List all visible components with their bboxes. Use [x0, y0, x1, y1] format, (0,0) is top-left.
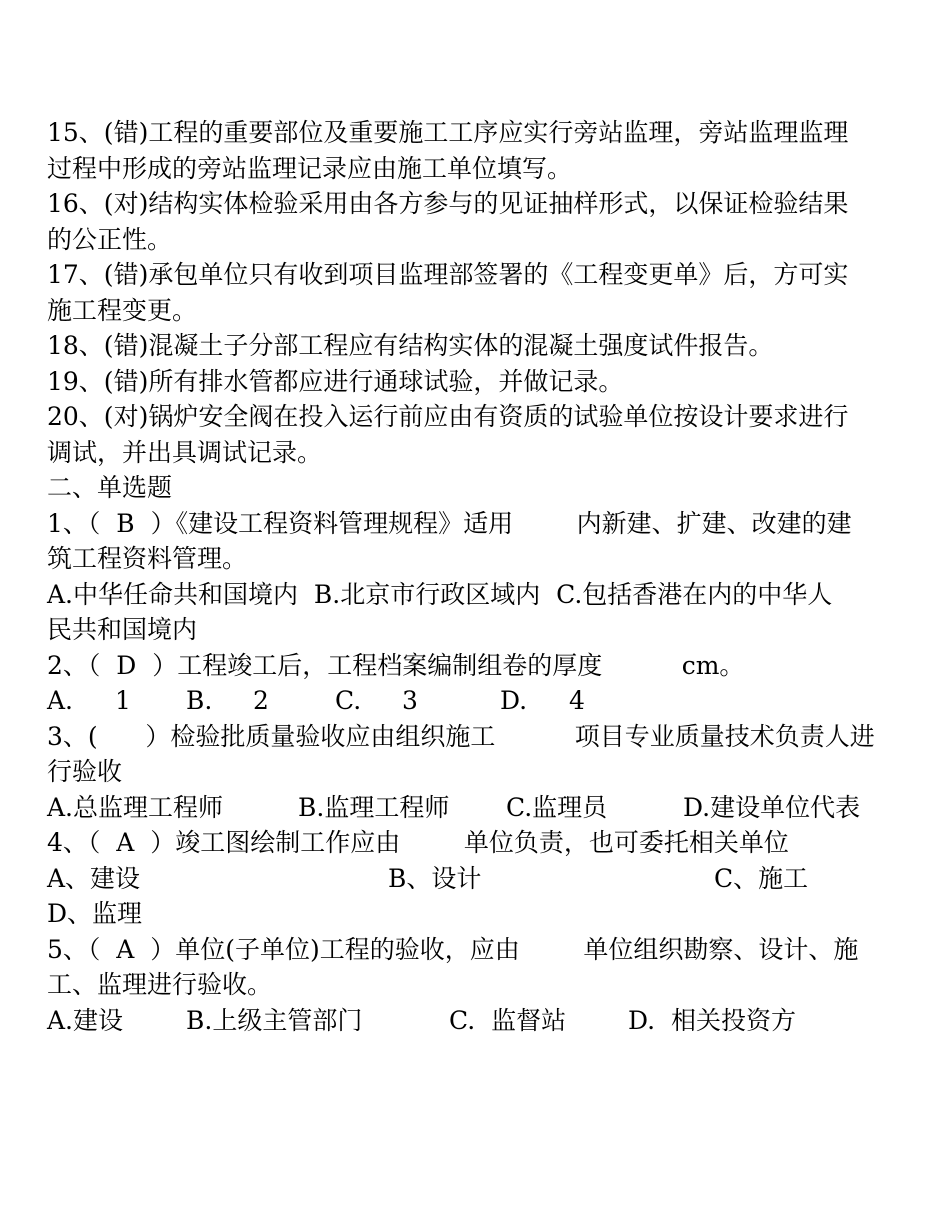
q1-options-line-2: 民共和国境内 — [47, 615, 198, 644]
q4-option-d: D、监理 — [47, 899, 143, 928]
section-title: 二、单选题 — [47, 473, 173, 502]
q5-option-d: D. 相关投资方 — [628, 1005, 796, 1035]
q2-option-d-letter: D. — [500, 686, 528, 715]
q2-option-a-letter: A. — [47, 686, 74, 715]
q4-option-a: A、建设 — [47, 863, 141, 893]
q2-options — [47, 683, 932, 719]
tf-17-line-2: 施工程变更。 — [47, 295, 198, 325]
q3-line-2: 行验收 — [47, 757, 123, 786]
q2-option-b-value: 2 — [253, 686, 269, 715]
q5-line-1: 5、（ A ）单位(子单位)工程的验收，应由 单位组织勘察、设计、施 — [47, 934, 859, 964]
q5-option-c: C. 监督站 — [449, 1005, 567, 1035]
q3-option-b: B.监理工程师 — [298, 792, 450, 822]
q3-line-1: 3、( ）检验批质量验收应由组织施工 项目专业质量技术负责人进 — [47, 721, 875, 751]
q3-options — [47, 790, 932, 826]
q5-option-a: A.建设 — [47, 1005, 124, 1035]
q1-line-1: 1、（ B ）《建设工程资料管理规程》适用 内新建、扩建、改建的建 — [47, 508, 852, 538]
tf-16-line-1: 16、(对)结构实体检验采用由各方参与的见证抽样形式，以保证检验结果 — [47, 189, 849, 218]
q4-option-b: B、设计 — [388, 863, 482, 893]
tf-17-line-1: 17、(错)承包单位只有收到项目监理部签署的《工程变更单》后，方可实 — [47, 260, 849, 289]
tf-19-line-1: 19、(错)所有排水管都应进行通球试验，并做记录。 — [47, 366, 624, 396]
q2-line-1: 2、（ D ）工程竣工后，工程档案编制组卷的厚度 cm。 — [47, 650, 745, 680]
q3-option-a: A.总监理工程师 — [47, 792, 224, 822]
q3-option-d: D.建设单位代表 — [683, 792, 861, 822]
q2-option-a-value: 1 — [115, 686, 131, 715]
q4-line-1: 4、（ A ）竣工图绘制工作应由 单位负责，也可委托相关单位 — [47, 828, 789, 857]
q1-options-line-1: A.中华任命共和国境内 B.北京市行政区域内 C.包括香港在内的中华人 — [47, 579, 833, 609]
q4-option-c: C、施工 — [714, 863, 809, 893]
tf-15-line-1: 15、(错)工程的重要部位及重要施工工序应实行旁站监理，旁站监理监理 — [47, 118, 849, 147]
q4-options — [47, 861, 932, 897]
q2-option-d-value: 4 — [569, 686, 585, 715]
tf-16-line-2: 的公正性。 — [47, 224, 173, 254]
tf-18-line-1: 18、(错)混凝土子分部工程应有结构实体的混凝土强度试件报告。 — [47, 331, 774, 360]
q2-option-b-letter: B. — [186, 686, 213, 715]
q2-option-c-letter: C. — [335, 686, 362, 715]
tf-20-line-2: 调试，并出具调试记录。 — [47, 437, 323, 467]
q5-options — [47, 1003, 932, 1039]
tf-20-line-1: 20、(对)锅炉安全阀在投入运行前应由有资质的试验单位按设计要求进行 — [47, 402, 849, 431]
q2-option-c-value: 3 — [402, 686, 418, 715]
document-page — [47, 115, 932, 1038]
tf-15-line-2: 过程中形成的旁站监理记录应由施工单位填写。 — [47, 153, 573, 183]
q3-option-c: C.监理员 — [506, 792, 608, 822]
q5-line-2: 工、监理进行验收。 — [47, 970, 273, 999]
q5-option-b: B.上级主管部门 — [186, 1005, 363, 1035]
q1-line-2: 筑工程资料管理。 — [47, 544, 248, 573]
